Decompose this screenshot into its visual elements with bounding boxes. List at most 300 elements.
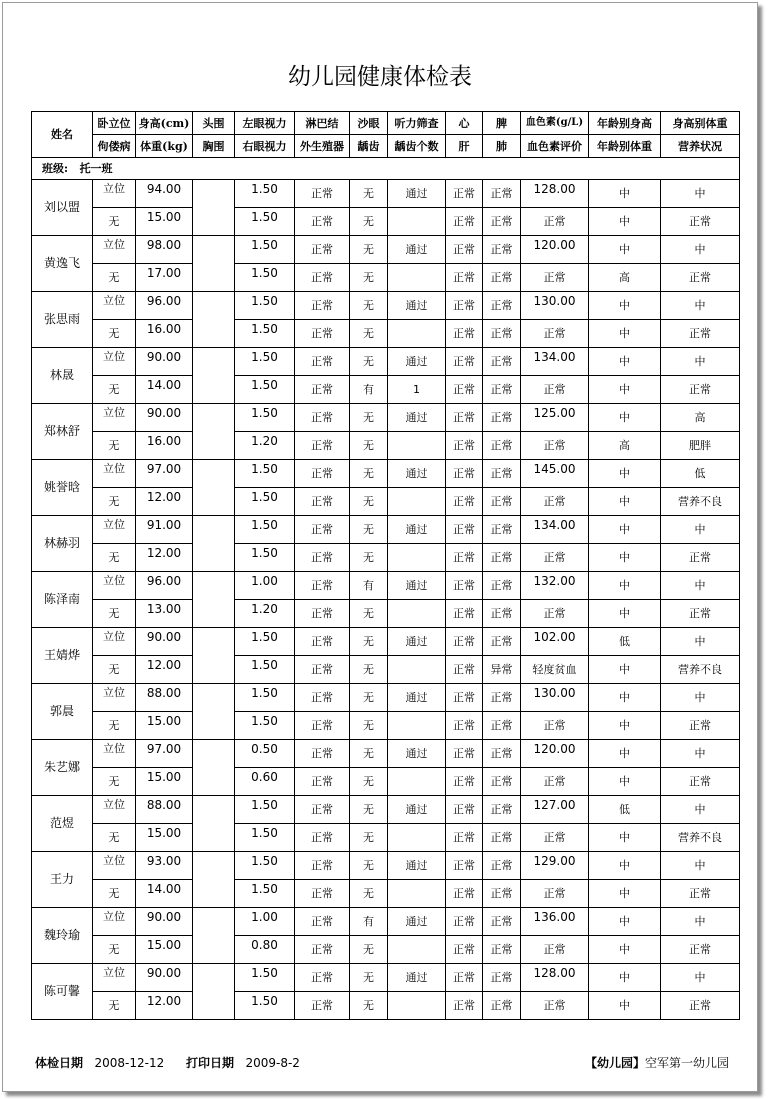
chest-circumference-cell [193, 264, 235, 292]
hemoglobin-eval-cell: 正常 [521, 992, 589, 1020]
height-weight-cell: 中 [661, 908, 740, 936]
head-circumference-cell [193, 236, 235, 264]
hemoglobin-cell: 129.00 [521, 852, 589, 880]
lymph-node-cell: 正常 [295, 292, 350, 320]
header-cell: 身高(cm) [136, 112, 193, 135]
weight-cell: 12.00 [136, 992, 193, 1020]
chest-circumference-cell [193, 600, 235, 628]
child-name-cell: 林晟 [32, 348, 93, 404]
left-eye-cell: 1.50 [235, 292, 295, 320]
health-table [31, 111, 740, 1020]
trachoma-cell: 无 [350, 460, 388, 488]
heart-cell: 正常 [446, 460, 483, 488]
left-eye-cell: 1.50 [235, 460, 295, 488]
chest-circumference-cell [193, 824, 235, 852]
weight-cell: 16.00 [136, 320, 193, 348]
height-cell: 96.00 [136, 292, 193, 320]
chest-circumference-cell [193, 712, 235, 740]
caries-count-cell [388, 936, 446, 964]
child-row-bottom [32, 208, 740, 236]
posture-cell: 立位 [93, 572, 136, 600]
caries-cell: 有 [350, 376, 388, 404]
hearing-cell: 通过 [388, 572, 446, 600]
genital-cell: 正常 [295, 712, 350, 740]
caries-cell: 无 [350, 488, 388, 516]
spleen-cell: 正常 [483, 852, 521, 880]
header-row-1 [32, 112, 740, 135]
header-cell: 淋巴结 [295, 112, 350, 135]
table-body [32, 112, 740, 1020]
head-circumference-cell [193, 628, 235, 656]
lymph-node-cell: 正常 [295, 852, 350, 880]
hemoglobin-cell: 134.00 [521, 516, 589, 544]
liver-cell: 正常 [446, 544, 483, 572]
height-cell: 97.00 [136, 460, 193, 488]
caries-cell: 无 [350, 824, 388, 852]
hemoglobin-eval-cell: 正常 [521, 488, 589, 516]
heart-cell: 正常 [446, 236, 483, 264]
child-row-bottom [32, 488, 740, 516]
child-row-top [32, 964, 740, 992]
age-weight-cell: 中 [589, 208, 661, 236]
weight-cell: 14.00 [136, 880, 193, 908]
liver-cell: 正常 [446, 488, 483, 516]
hemoglobin-cell: 120.00 [521, 740, 589, 768]
nutrition-cell: 营养不良 [661, 824, 740, 852]
trachoma-cell: 无 [350, 292, 388, 320]
spleen-cell: 正常 [483, 740, 521, 768]
rickets-cell: 无 [93, 936, 136, 964]
genital-cell: 正常 [295, 488, 350, 516]
child-row-bottom [32, 376, 740, 404]
lymph-node-cell: 正常 [295, 236, 350, 264]
nutrition-cell: 正常 [661, 712, 740, 740]
hemoglobin-cell: 130.00 [521, 292, 589, 320]
child-row-top [32, 180, 740, 208]
trachoma-cell: 有 [350, 908, 388, 936]
spleen-cell: 正常 [483, 796, 521, 824]
age-weight-cell: 中 [589, 656, 661, 684]
caries-count-cell [388, 600, 446, 628]
report-title: 幼儿园健康体检表 [288, 64, 472, 90]
posture-cell: 立位 [93, 684, 136, 712]
child-name-cell: 张思雨 [32, 292, 93, 348]
genital-cell: 正常 [295, 264, 350, 292]
height-weight-cell: 中 [661, 740, 740, 768]
left-eye-cell: 1.00 [235, 572, 295, 600]
height-cell: 90.00 [136, 348, 193, 376]
exam-date [35, 1054, 164, 1071]
print-date-label: 打印日期 [186, 1056, 235, 1070]
age-height-cell: 低 [589, 796, 661, 824]
height-weight-cell: 中 [661, 852, 740, 880]
header-cell: 听力筛查 [388, 112, 446, 135]
hemoglobin-cell: 130.00 [521, 684, 589, 712]
trachoma-cell: 无 [350, 516, 388, 544]
header-cell: 龋齿 [350, 135, 388, 158]
organization [585, 1054, 729, 1071]
spleen-cell: 正常 [483, 292, 521, 320]
spleen-cell: 正常 [483, 572, 521, 600]
spleen-cell: 正常 [483, 908, 521, 936]
left-eye-cell: 0.50 [235, 740, 295, 768]
lymph-node-cell: 正常 [295, 684, 350, 712]
rickets-cell: 无 [93, 320, 136, 348]
header-cell: 血色素评价 [521, 135, 589, 158]
weight-cell: 17.00 [136, 264, 193, 292]
nutrition-cell: 正常 [661, 264, 740, 292]
rickets-cell: 无 [93, 880, 136, 908]
head-circumference-cell [193, 852, 235, 880]
age-height-cell: 中 [589, 516, 661, 544]
head-circumference-cell [193, 460, 235, 488]
liver-cell: 正常 [446, 712, 483, 740]
right-eye-cell: 1.50 [235, 824, 295, 852]
header-cell: 年龄别身高 [589, 112, 661, 135]
head-circumference-cell [193, 684, 235, 712]
trachoma-cell: 无 [350, 684, 388, 712]
rickets-cell: 无 [93, 768, 136, 796]
spleen-cell: 正常 [483, 180, 521, 208]
height-cell: 98.00 [136, 236, 193, 264]
heart-cell: 正常 [446, 908, 483, 936]
hemoglobin-cell: 132.00 [521, 572, 589, 600]
child-row-bottom [32, 936, 740, 964]
chest-circumference-cell [193, 656, 235, 684]
rickets-cell: 无 [93, 600, 136, 628]
liver-cell: 正常 [446, 824, 483, 852]
nutrition-cell: 正常 [661, 936, 740, 964]
child-row-bottom [32, 824, 740, 852]
posture-cell: 立位 [93, 516, 136, 544]
rickets-cell: 无 [93, 656, 136, 684]
age-weight-cell: 中 [589, 544, 661, 572]
lung-cell: 正常 [483, 712, 521, 740]
org-bracket: 【幼儿园】 [584, 1056, 645, 1070]
caries-cell: 无 [350, 880, 388, 908]
child-row-bottom [32, 544, 740, 572]
rickets-cell: 无 [93, 488, 136, 516]
height-weight-cell: 中 [661, 292, 740, 320]
hearing-cell: 通过 [388, 684, 446, 712]
genital-cell: 正常 [295, 880, 350, 908]
genital-cell: 正常 [295, 432, 350, 460]
age-weight-cell: 中 [589, 992, 661, 1020]
child-name-cell: 林赫羽 [32, 516, 93, 572]
child-name-cell: 范煜 [32, 796, 93, 852]
header-cell: 肺 [483, 135, 521, 158]
heart-cell: 正常 [446, 684, 483, 712]
print-date [186, 1054, 300, 1071]
left-eye-cell: 1.50 [235, 180, 295, 208]
caries-count-cell [388, 320, 446, 348]
age-height-cell: 中 [589, 348, 661, 376]
lung-cell: 正常 [483, 376, 521, 404]
caries-cell: 无 [350, 712, 388, 740]
age-weight-cell: 中 [589, 376, 661, 404]
head-circumference-cell [193, 964, 235, 992]
header-cell: 龋齿个数 [388, 135, 446, 158]
child-row-bottom [32, 264, 740, 292]
height-cell: 90.00 [136, 628, 193, 656]
lung-cell: 正常 [483, 600, 521, 628]
child-row-top [32, 292, 740, 320]
child-row-bottom [32, 656, 740, 684]
child-row-top [32, 460, 740, 488]
child-name-cell: 姚誉晗 [32, 460, 93, 516]
lung-cell: 正常 [483, 992, 521, 1020]
hemoglobin-eval-cell: 正常 [521, 264, 589, 292]
exam-date-label: 体检日期 [35, 1056, 84, 1070]
genital-cell: 正常 [295, 992, 350, 1020]
spleen-cell: 正常 [483, 516, 521, 544]
trachoma-cell: 无 [350, 852, 388, 880]
header-cell: 沙眼 [350, 112, 388, 135]
nutrition-cell: 肥胖 [661, 432, 740, 460]
lung-cell: 正常 [483, 880, 521, 908]
rickets-cell: 无 [93, 992, 136, 1020]
child-row-top [32, 404, 740, 432]
lung-cell: 正常 [483, 936, 521, 964]
header-cell: 姓名 [32, 112, 93, 158]
spleen-cell: 正常 [483, 684, 521, 712]
child-row-bottom [32, 320, 740, 348]
child-name-cell: 郭晨 [32, 684, 93, 740]
posture-cell: 立位 [93, 236, 136, 264]
hemoglobin-cell: 127.00 [521, 796, 589, 824]
liver-cell: 正常 [446, 992, 483, 1020]
right-eye-cell: 1.50 [235, 376, 295, 404]
lung-cell: 正常 [483, 824, 521, 852]
lung-cell: 正常 [483, 264, 521, 292]
hemoglobin-eval-cell: 正常 [521, 320, 589, 348]
weight-cell: 12.00 [136, 544, 193, 572]
age-height-cell: 中 [589, 460, 661, 488]
caries-cell: 无 [350, 264, 388, 292]
caries-count-cell [388, 768, 446, 796]
genital-cell: 正常 [295, 600, 350, 628]
liver-cell: 正常 [446, 264, 483, 292]
height-cell: 91.00 [136, 516, 193, 544]
spleen-cell: 正常 [483, 348, 521, 376]
caries-count-cell [388, 712, 446, 740]
hearing-cell: 通过 [388, 908, 446, 936]
heart-cell: 正常 [446, 852, 483, 880]
class-row [32, 158, 740, 180]
hearing-cell: 通过 [388, 516, 446, 544]
head-circumference-cell [193, 404, 235, 432]
hearing-cell: 通过 [388, 796, 446, 824]
posture-cell: 立位 [93, 628, 136, 656]
child-row-bottom [32, 600, 740, 628]
child-row-bottom [32, 992, 740, 1020]
weight-cell: 12.00 [136, 656, 193, 684]
caries-cell: 无 [350, 208, 388, 236]
heart-cell: 正常 [446, 404, 483, 432]
chest-circumference-cell [193, 544, 235, 572]
age-height-cell: 中 [589, 404, 661, 432]
trachoma-cell: 无 [350, 628, 388, 656]
left-eye-cell: 1.50 [235, 348, 295, 376]
header-cell: 肝 [446, 135, 483, 158]
hemoglobin-cell: 134.00 [521, 348, 589, 376]
height-cell: 94.00 [136, 180, 193, 208]
nutrition-cell: 营养不良 [661, 488, 740, 516]
hemoglobin-eval-cell: 轻度贫血 [521, 656, 589, 684]
hemoglobin-eval-cell: 正常 [521, 600, 589, 628]
caries-cell: 无 [350, 768, 388, 796]
nutrition-cell: 正常 [661, 544, 740, 572]
height-weight-cell: 中 [661, 572, 740, 600]
chest-circumference-cell [193, 376, 235, 404]
genital-cell: 正常 [295, 208, 350, 236]
lung-cell: 正常 [483, 432, 521, 460]
genital-cell: 正常 [295, 544, 350, 572]
hemoglobin-eval-cell: 正常 [521, 544, 589, 572]
left-eye-cell: 1.50 [235, 404, 295, 432]
head-circumference-cell [193, 572, 235, 600]
header-cell: 体重(kg) [136, 135, 193, 158]
head-circumference-cell [193, 908, 235, 936]
child-row-top [32, 348, 740, 376]
weight-cell: 15.00 [136, 824, 193, 852]
child-row-bottom [32, 432, 740, 460]
heart-cell: 正常 [446, 964, 483, 992]
header-cell: 外生殖器 [295, 135, 350, 158]
nutrition-cell: 正常 [661, 880, 740, 908]
posture-cell: 立位 [93, 292, 136, 320]
age-weight-cell: 中 [589, 320, 661, 348]
caries-count-cell: 1 [388, 376, 446, 404]
age-height-cell: 中 [589, 292, 661, 320]
genital-cell: 正常 [295, 376, 350, 404]
nutrition-cell: 营养不良 [661, 656, 740, 684]
lymph-node-cell: 正常 [295, 572, 350, 600]
left-eye-cell: 1.50 [235, 796, 295, 824]
child-name-cell: 陈可馨 [32, 964, 93, 1020]
weight-cell: 13.00 [136, 600, 193, 628]
org-name: 空军第一幼儿园 [644, 1056, 729, 1070]
trachoma-cell: 有 [350, 572, 388, 600]
hemoglobin-eval-cell: 正常 [521, 376, 589, 404]
height-weight-cell: 中 [661, 796, 740, 824]
child-name-cell: 郑林舒 [32, 404, 93, 460]
header-cell: 营养状况 [661, 135, 740, 158]
height-cell: 90.00 [136, 908, 193, 936]
caries-count-cell [388, 432, 446, 460]
class-cell [32, 158, 740, 180]
age-height-cell: 中 [589, 180, 661, 208]
nutrition-cell: 正常 [661, 320, 740, 348]
left-eye-cell: 1.00 [235, 908, 295, 936]
rickets-cell: 无 [93, 712, 136, 740]
genital-cell: 正常 [295, 656, 350, 684]
height-weight-cell: 中 [661, 180, 740, 208]
spleen-cell: 正常 [483, 460, 521, 488]
hearing-cell: 通过 [388, 964, 446, 992]
weight-cell: 15.00 [136, 768, 193, 796]
right-eye-cell: 1.20 [235, 600, 295, 628]
chest-circumference-cell [193, 880, 235, 908]
child-name-cell: 朱艺娜 [32, 740, 93, 796]
genital-cell: 正常 [295, 936, 350, 964]
head-circumference-cell [193, 180, 235, 208]
height-cell: 96.00 [136, 572, 193, 600]
chest-circumference-cell [193, 992, 235, 1020]
left-eye-cell: 1.50 [235, 628, 295, 656]
spleen-cell: 正常 [483, 236, 521, 264]
posture-cell: 立位 [93, 740, 136, 768]
weight-cell: 15.00 [136, 208, 193, 236]
right-eye-cell: 1.50 [235, 488, 295, 516]
heart-cell: 正常 [446, 628, 483, 656]
child-name-cell: 刘以盟 [32, 180, 93, 236]
lung-cell: 正常 [483, 768, 521, 796]
nutrition-cell: 正常 [661, 600, 740, 628]
hemoglobin-cell: 145.00 [521, 460, 589, 488]
heart-cell: 正常 [446, 516, 483, 544]
weight-cell: 12.00 [136, 488, 193, 516]
liver-cell: 正常 [446, 880, 483, 908]
spleen-cell: 正常 [483, 404, 521, 432]
right-eye-cell: 0.60 [235, 768, 295, 796]
age-height-cell: 中 [589, 740, 661, 768]
weight-cell: 15.00 [136, 936, 193, 964]
heart-cell: 正常 [446, 572, 483, 600]
hearing-cell: 通过 [388, 292, 446, 320]
liver-cell: 正常 [446, 600, 483, 628]
liver-cell: 正常 [446, 432, 483, 460]
weight-cell: 14.00 [136, 376, 193, 404]
age-weight-cell: 中 [589, 824, 661, 852]
trachoma-cell: 无 [350, 180, 388, 208]
posture-cell: 立位 [93, 908, 136, 936]
liver-cell: 正常 [446, 376, 483, 404]
hemoglobin-cell: 102.00 [521, 628, 589, 656]
caries-cell: 无 [350, 936, 388, 964]
child-row-top [32, 796, 740, 824]
lung-cell: 正常 [483, 320, 521, 348]
caries-cell: 无 [350, 600, 388, 628]
child-row-top [32, 516, 740, 544]
trachoma-cell: 无 [350, 740, 388, 768]
left-eye-cell: 1.50 [235, 516, 295, 544]
height-cell: 93.00 [136, 852, 193, 880]
trachoma-cell: 无 [350, 404, 388, 432]
hemoglobin-eval-cell: 正常 [521, 880, 589, 908]
child-name-cell: 王力 [32, 852, 93, 908]
right-eye-cell: 1.50 [235, 656, 295, 684]
lung-cell: 正常 [483, 208, 521, 236]
height-weight-cell: 中 [661, 684, 740, 712]
rickets-cell: 无 [93, 208, 136, 236]
posture-cell: 立位 [93, 460, 136, 488]
lymph-node-cell: 正常 [295, 460, 350, 488]
header-cell: 头围 [193, 112, 235, 135]
weight-cell: 15.00 [136, 712, 193, 740]
age-height-cell: 中 [589, 684, 661, 712]
height-cell: 90.00 [136, 964, 193, 992]
right-eye-cell: 1.50 [235, 880, 295, 908]
height-weight-cell: 高 [661, 404, 740, 432]
caries-count-cell [388, 208, 446, 236]
lymph-node-cell: 正常 [295, 348, 350, 376]
age-height-cell: 中 [589, 964, 661, 992]
heart-cell: 正常 [446, 292, 483, 320]
age-height-cell: 中 [589, 852, 661, 880]
right-eye-cell: 1.50 [235, 544, 295, 572]
height-weight-cell: 低 [661, 460, 740, 488]
